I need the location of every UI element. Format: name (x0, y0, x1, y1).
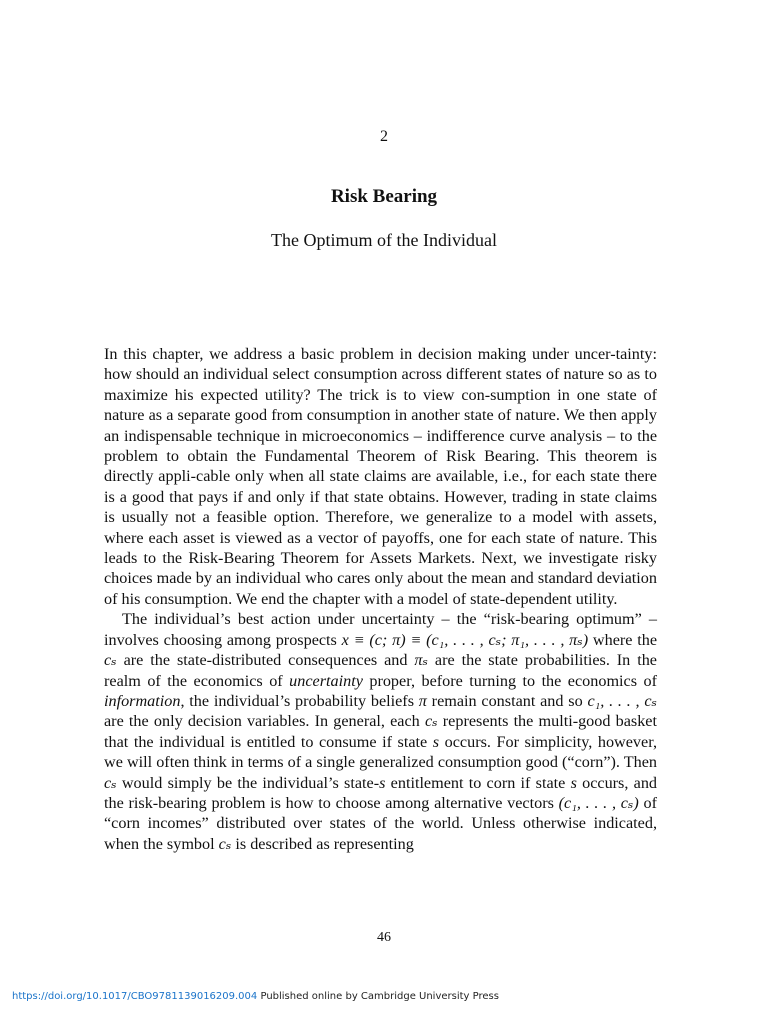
text-run: are the only decision variables. In general, each (104, 712, 425, 731)
text-run: entitlement to corn if state (385, 773, 571, 792)
math-cs: cₛ (104, 773, 117, 792)
chapter-title: Risk Bearing (330, 186, 438, 207)
page-number: 46 (377, 930, 391, 945)
math-pi: π (418, 691, 427, 710)
chapter-number: 2 (380, 128, 388, 145)
math-s: s (379, 773, 386, 792)
text-run: would simply be the individual’s state- (116, 773, 380, 792)
math-cs: cₛ (218, 834, 232, 853)
text-run: occurs. For simplicity, however, we will often think in terms of a single generalized consumption good (“corn”). Then (104, 732, 657, 772)
text-run: are the state-distributed consequences and (116, 651, 415, 670)
math-s: s (432, 732, 440, 751)
text-run: of “corn incomes” distributed over states of the world. Unless otherwise indicated, when the symbol (104, 793, 658, 853)
math-c-vector: c₁, . . . , cₛ (587, 691, 657, 710)
text-run: occurs, and the risk-bearing problem is how to choose among alternative vectors (104, 773, 658, 812)
math-cs: cₛ (424, 712, 438, 731)
text-run: represents the multi-good basket that the individual is entitled to consume if state (104, 712, 657, 751)
body-text (104, 344, 657, 854)
text-run: , the individual’s probability beliefs (180, 691, 419, 710)
math-prospect: x ≡ (c; π) ≡ (c₁, . . . , cₛ; π₁, . . . , πₛ) (341, 630, 589, 649)
math-s: s (570, 773, 577, 792)
math-cs: cₛ (104, 651, 117, 670)
paragraph-intro: In this chapter, we address a basic problem in decision making under uncer-tainty: how should an individual select consumption across different states of nature so as to maximize his expected utility? The trick is to view con-sumption in one state of nature as a separate good from consumption in another state of nature. We then apply an indispensable technique in microeconomics – indifference curve analysis – to the problem to obtain the Fundamental Theorem of Risk Bearing. This theorem is directly appli-cable only when all state claims are available, i.e., for each state there is a good that pays if and only if that state obtains. However, trading in state claims is usually not a feasible option. Therefore, we generalize to a model with assets, where each asset is viewed as a vector of payoffs, one for each state of nature. This leads to the Risk-Bearing Theorem for Assets Markets. Next, we investigate risky choices made by an individual who cares only about the mean and standard deviation of his consumption. We end the chapter with a model of state-dependent utility. (104, 345, 657, 608)
text-run: where the (588, 630, 658, 649)
text-run: is described as representing (231, 834, 414, 853)
text-run: remain constant and so (426, 691, 588, 710)
text-run: are the state probabilities. In the realm of the economics of (104, 651, 657, 690)
footer-publisher-text: Published online by Cambridge University Press (257, 991, 499, 1002)
emphasis-information: information (104, 691, 181, 710)
footer (12, 991, 499, 1002)
doi-link[interactable]: https://doi.org/10.1017/CBO9781139016209.004 (12, 991, 258, 1002)
emphasis-uncertainty: uncertainty (289, 671, 363, 690)
paragraph-risk-bearing-optimum (104, 609, 657, 854)
chapter-subtitle: The Optimum of the Individual (271, 230, 497, 250)
text-run: proper, before turning to the economics of (362, 671, 657, 690)
math-pi-s: πₛ (414, 651, 428, 670)
text-run: The individual’s best action under uncertainty – the “risk-bearing optimum” – involves choosing among prospects (104, 610, 657, 649)
math-c-tuple: (c₁, . . . , cₛ) (558, 793, 639, 812)
